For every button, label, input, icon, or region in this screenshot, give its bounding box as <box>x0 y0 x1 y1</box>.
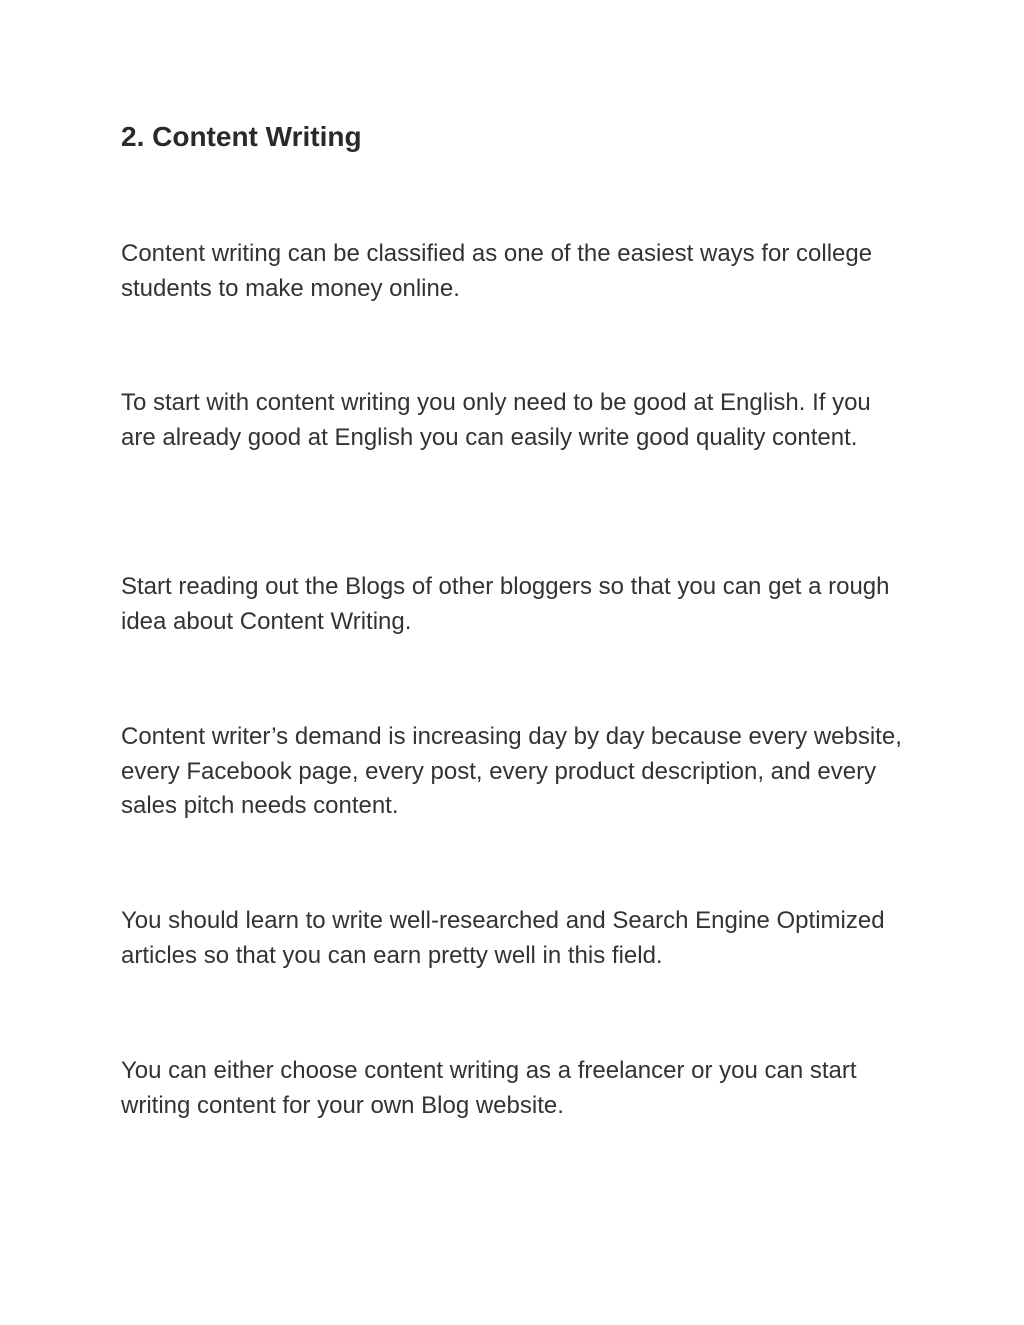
paragraph-classification: Content writing can be classified as one of the easiest ways for college students to make money online. <box>121 240 873 302</box>
section-heading: 2. Content Writing <box>121 121 362 152</box>
paragraph-read-blogs: Start reading out the Blogs of other bloggers so that you can get a rough idea about Content Writing. <box>121 573 890 635</box>
paragraph-seo-articles: You should learn to write well-researched and Search Engine Optimized articles so that you can earn pretty well in this field. <box>121 907 885 969</box>
paragraph-english-requirement: To start with content writing you only need to be good at English. If you are already good at English you can easily write good quality content. <box>121 389 871 451</box>
paragraph-freelance-or-blog: You can either choose content writing as a freelancer or you can start writing content for your own Blog website. <box>121 1057 857 1119</box>
paragraph-demand: Content writer’s demand is increasing day by day because every website, every Facebook page, every post, every product description, and every sales pitch needs content. <box>121 723 902 819</box>
